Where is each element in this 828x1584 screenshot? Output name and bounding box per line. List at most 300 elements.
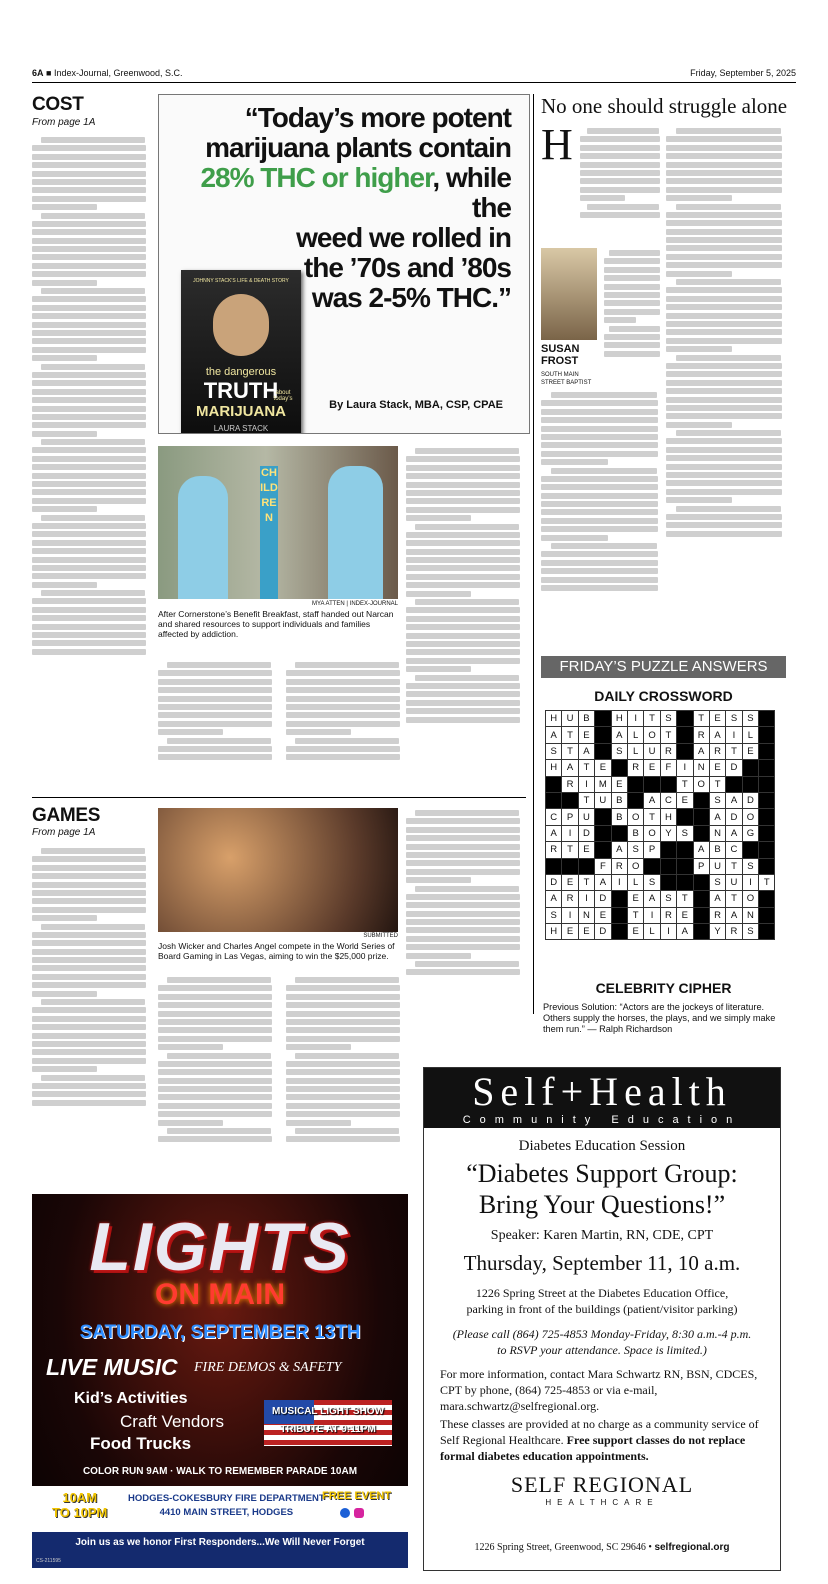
text-line <box>286 670 400 676</box>
crossword-letter-cell: T <box>759 874 775 890</box>
crossword-black-cell <box>677 727 693 743</box>
text-line <box>32 254 146 260</box>
text-line <box>41 999 145 1005</box>
text-line <box>32 473 146 479</box>
text-line <box>167 1128 271 1134</box>
crossword-letter-cell: E <box>709 711 725 727</box>
crossword-letter-cell: U <box>726 874 742 890</box>
crossword-black-cell <box>759 792 775 808</box>
cornerstone-credit: MYA ATTEN | INDEX-JOURNAL <box>311 601 398 607</box>
text-line <box>406 927 520 933</box>
text-line <box>32 882 146 888</box>
text-line <box>406 860 520 866</box>
crossword-letter-cell: E <box>677 907 693 923</box>
facebook-icon <box>340 1508 350 1518</box>
text-line <box>32 498 146 504</box>
text-line <box>666 380 782 386</box>
crossword-black-cell <box>759 825 775 841</box>
lights-on-main-ad <box>32 1194 408 1568</box>
crossword-letter-cell: T <box>578 760 594 776</box>
crossword-letter-cell: U <box>562 711 578 727</box>
text-line <box>580 178 660 184</box>
text-line <box>32 380 146 386</box>
crossword-letter-cell: I <box>660 924 676 940</box>
crossword-letter-cell: S <box>726 711 742 727</box>
text-line <box>286 1019 400 1025</box>
text-line <box>32 640 146 646</box>
text-line <box>406 649 520 655</box>
text-line <box>541 493 658 499</box>
crossword-letter-cell: R <box>660 743 676 759</box>
crossword-letter-cell: H <box>546 711 562 727</box>
text-line <box>666 170 782 176</box>
text-line <box>286 1027 400 1033</box>
crossword-letter-cell: R <box>693 727 709 743</box>
text-line <box>32 238 146 244</box>
crossword-black-cell <box>759 776 775 792</box>
text-line <box>32 523 146 529</box>
text-line <box>32 915 97 921</box>
text-line <box>32 338 146 344</box>
crossword-letter-cell: S <box>660 891 676 907</box>
text-line <box>32 162 146 168</box>
crossword-letter-cell: H <box>611 711 627 727</box>
text-line <box>32 204 97 210</box>
text-line <box>41 137 145 143</box>
text-line <box>551 468 657 474</box>
crossword-letter-cell: H <box>660 809 676 825</box>
person-right <box>328 466 383 599</box>
crossword-letter-cell: S <box>742 858 758 874</box>
text-line <box>286 754 400 760</box>
crossword-letter-cell: O <box>627 809 643 825</box>
text-line <box>286 712 400 718</box>
cost-body-col1 <box>32 135 150 790</box>
text-line <box>32 598 146 604</box>
text-line <box>32 406 146 412</box>
crossword-black-cell <box>595 727 611 743</box>
crossword-black-cell <box>611 891 627 907</box>
text-line <box>541 518 658 524</box>
text-line <box>666 229 782 235</box>
text-line <box>32 1049 146 1055</box>
crossword-letter-cell: E <box>595 907 611 923</box>
crossword-letter-cell: L <box>742 727 758 743</box>
crossword-black-cell <box>611 825 627 841</box>
crossword-letter-cell: I <box>578 776 594 792</box>
text-line <box>167 977 271 983</box>
crossword-letter-cell: Y <box>660 825 676 841</box>
text-line <box>32 263 146 269</box>
games-credit: SUBMITTED <box>363 933 398 939</box>
text-line <box>666 187 782 193</box>
text-line <box>158 1111 272 1117</box>
text-line <box>666 178 782 184</box>
text-line <box>32 573 146 579</box>
text-line <box>32 1041 146 1047</box>
text-line <box>666 254 782 260</box>
crossword-letter-cell: T <box>644 809 660 825</box>
self-health-ad <box>423 1067 781 1571</box>
food-trucks: Food Trucks <box>90 1434 192 1453</box>
text-line <box>286 1086 400 1092</box>
crossword-letter-cell: E <box>562 924 578 940</box>
section-divider <box>32 797 526 798</box>
crossword-letter-cell: I <box>627 711 643 727</box>
crossword-letter-cell: E <box>709 760 725 776</box>
games-body-col4 <box>406 808 524 1018</box>
text-line <box>32 1058 146 1064</box>
text-line <box>158 754 272 760</box>
free-event: FREE EVENT <box>322 1490 392 1502</box>
crossword-letter-cell: I <box>677 760 693 776</box>
crossword-letter-cell: S <box>709 792 725 808</box>
text-line <box>32 965 146 971</box>
session-datetime: Thursday, September 11, 10 a.m. <box>463 1251 741 1275</box>
crossword-black-cell <box>742 842 758 858</box>
text-line <box>286 1111 400 1117</box>
text-line <box>286 1011 400 1017</box>
crossword-black-cell <box>611 924 627 940</box>
crossword-letter-cell: A <box>677 924 693 940</box>
crossword-letter-cell: B <box>611 809 627 825</box>
text-line <box>666 531 782 537</box>
crossword-letter-cell: R <box>562 776 578 792</box>
column-divider <box>533 94 534 1014</box>
text-line <box>609 250 660 256</box>
crossword-letter-cell: D <box>595 891 611 907</box>
games-body-col1 <box>32 846 150 1178</box>
crossword-black-cell <box>595 743 611 759</box>
crossword-letter-cell: A <box>611 842 627 858</box>
text-line <box>666 313 782 319</box>
text-line <box>580 162 660 168</box>
ad-byline: By Laura Stack, MBA, CSP, CPAE <box>329 399 503 411</box>
crossword-letter-cell: F <box>660 760 676 776</box>
text-line <box>415 886 519 892</box>
crossword-row <box>546 858 775 874</box>
crossword-black-cell <box>693 825 709 841</box>
text-line <box>406 666 471 672</box>
text-line <box>666 497 732 503</box>
crossword-letter-cell: R <box>627 760 643 776</box>
text-line <box>32 229 146 235</box>
games-kicker: GAMES <box>32 805 101 826</box>
crossword-black-cell <box>660 858 676 874</box>
text-line <box>158 696 272 702</box>
text-line <box>406 473 520 479</box>
crossword-row <box>546 727 775 743</box>
text-line <box>406 944 520 950</box>
crossword-letter-cell: A <box>562 760 578 776</box>
cornerstone-caption: After Cornerstone’s Benefit Breakfast, staff handed out Narcan and shared resources to support individuals and families affected by addiction. <box>158 609 394 639</box>
text-line <box>666 514 782 520</box>
column-dropcap: H <box>541 120 573 169</box>
crossword-letter-cell: A <box>726 907 742 923</box>
text-line <box>32 1016 146 1022</box>
text-line <box>32 991 97 997</box>
text-line <box>32 397 146 403</box>
crossword-letter-cell: D <box>578 825 594 841</box>
text-line <box>541 577 658 583</box>
text-line <box>406 532 520 538</box>
text-line <box>666 329 782 335</box>
text-line <box>609 326 660 332</box>
text-line <box>406 708 520 714</box>
crossword-black-cell <box>759 760 775 776</box>
crossword-letter-cell: C <box>546 809 562 825</box>
text-line <box>666 363 782 369</box>
text-line <box>158 670 272 676</box>
text-line <box>666 397 782 403</box>
crossword-letter-cell: E <box>578 842 594 858</box>
text-line <box>406 624 520 630</box>
crossword-letter-cell: A <box>546 727 562 743</box>
text-line <box>541 442 658 448</box>
text-line <box>676 506 782 512</box>
text-line <box>406 633 520 639</box>
text-line <box>158 1061 272 1067</box>
text-line <box>406 852 520 858</box>
crossword-letter-cell: D <box>726 760 742 776</box>
crossword-letter-cell: O <box>742 809 758 825</box>
text-line <box>604 342 660 348</box>
cost-body-col4 <box>406 446 524 792</box>
text-line <box>415 961 519 967</box>
text-line <box>415 448 519 454</box>
crossword-letter-cell: I <box>562 825 578 841</box>
crossword-letter-cell: E <box>627 891 643 907</box>
rsvp-info: (Please call (864) 725-4853 Monday-Friday, 8:30 a.m.-4 p.m. to RSVP your attendance. Space is limited.) <box>452 1327 752 1357</box>
column-body-beside-photo <box>604 248 662 388</box>
page-date: Friday, September 5, 2025 <box>690 68 796 78</box>
crossword-letter-cell: A <box>578 743 594 759</box>
crossword-letter-cell: R <box>709 907 725 923</box>
text-line <box>286 1120 351 1126</box>
crossword-black-cell <box>644 776 660 792</box>
text-line <box>32 624 146 630</box>
text-line <box>580 170 660 176</box>
crossword-black-cell <box>759 727 775 743</box>
text-line <box>406 607 520 613</box>
text-line <box>41 1075 145 1081</box>
crossword-letter-cell: S <box>677 825 693 841</box>
text-line <box>32 280 97 286</box>
text-line <box>32 1033 146 1039</box>
crossword-black-cell <box>726 776 742 792</box>
text-line <box>541 526 658 532</box>
crossword-black-cell <box>693 874 709 890</box>
text-line <box>666 287 782 293</box>
crossword-letter-cell: T <box>562 842 578 858</box>
lights-footer: Join us as we honor First Responders...We Will Never Forget <box>32 1532 408 1568</box>
crossword-letter-cell: E <box>578 924 594 940</box>
text-line <box>604 351 660 357</box>
crossword-letter-cell: T <box>627 907 643 923</box>
crossword-black-cell <box>627 792 643 808</box>
event-venue: HODGES-COKESBURY FIRE DEPARTMENT 4410 MAIN STREET, HODGES <box>128 1493 325 1518</box>
lights-title: LIGHTS <box>89 1209 351 1285</box>
live-music: LIVE MUSIC <box>46 1354 178 1380</box>
crossword-letter-cell: E <box>627 924 643 940</box>
text-line <box>286 1036 400 1042</box>
text-line <box>158 994 272 1000</box>
text-line <box>32 456 146 462</box>
text-line <box>541 568 658 574</box>
text-line <box>406 641 520 647</box>
crossword-letter-cell: A <box>693 743 709 759</box>
crossword-black-cell <box>546 776 562 792</box>
text-line <box>541 426 658 432</box>
crossword-black-cell <box>546 792 562 808</box>
text-line <box>406 490 520 496</box>
text-line <box>580 195 625 201</box>
self-health-logo: Self+Health <box>472 1069 732 1114</box>
crossword-row <box>546 825 775 841</box>
crossword-black-cell <box>759 907 775 923</box>
text-line <box>541 535 608 541</box>
text-line <box>158 1103 272 1109</box>
crossword-letter-cell: Y <box>709 924 725 940</box>
session-title: “Diabetes Support Group: Bring Your Questions!” <box>466 1159 738 1219</box>
crossword-letter-cell: O <box>742 891 758 907</box>
text-line <box>666 405 782 411</box>
crossword-letter-cell: U <box>578 809 594 825</box>
crossword-letter-cell: T <box>693 711 709 727</box>
crossword-letter-cell: T <box>709 776 725 792</box>
crossword-letter-cell: B <box>709 842 725 858</box>
text-line <box>32 856 146 862</box>
text-line <box>32 347 146 353</box>
crossword-letter-cell: I <box>726 727 742 743</box>
text-line <box>32 548 146 554</box>
crossword-letter-cell: T <box>677 776 693 792</box>
crossword-black-cell <box>595 825 611 841</box>
speaker: Speaker: Karen Martin, RN, CDE, CPT <box>490 1228 714 1243</box>
text-line <box>541 585 658 591</box>
crossword-black-cell <box>759 924 775 940</box>
games-caption: Josh Wicker and Charles Angel compete in the World Series of Board Gaming in Las Vegas, aiming to win the $25,000 prize. <box>158 941 395 961</box>
crossword-letter-cell: I <box>611 874 627 890</box>
on-main-title: ON MAIN <box>155 1278 285 1311</box>
text-line <box>666 195 732 201</box>
text-line <box>406 969 520 975</box>
text-line <box>32 1024 146 1030</box>
crossword-letter-cell: U <box>595 792 611 808</box>
text-line <box>32 313 146 319</box>
crossword-letter-cell: A <box>546 891 562 907</box>
text-line <box>406 902 520 908</box>
text-line <box>541 560 658 566</box>
text-line <box>676 128 782 134</box>
text-line <box>32 187 146 193</box>
crossword-letter-cell: T <box>562 727 578 743</box>
text-line <box>32 615 146 621</box>
crossword-letter-cell: I <box>562 907 578 923</box>
crossword-letter-cell: L <box>627 727 643 743</box>
community-education: Community Education <box>462 1114 742 1126</box>
crossword-letter-cell: A <box>709 727 725 743</box>
session-location: 1226 Spring Street at the Diabetes Education Office, parking in front of the buildings (patient/visitor parking) <box>466 1286 738 1316</box>
column-body-left <box>541 390 662 644</box>
crossword-letter-cell: D <box>726 809 742 825</box>
crossword-letter-cell: I <box>742 874 758 890</box>
text-line <box>666 321 782 327</box>
text-line <box>406 465 520 471</box>
crossword-letter-cell: B <box>611 792 627 808</box>
crossword-black-cell <box>759 809 775 825</box>
crossword-black-cell <box>677 874 693 890</box>
crossword-letter-cell: P <box>562 809 578 825</box>
crossword-black-cell <box>595 842 611 858</box>
text-line <box>158 746 272 752</box>
craft-vendors: Craft Vendors <box>120 1412 224 1431</box>
text-line <box>580 136 660 142</box>
text-line <box>32 481 146 487</box>
crossword-black-cell <box>693 891 709 907</box>
crossword-black-cell <box>677 842 693 858</box>
crossword-letter-cell: I <box>644 907 660 923</box>
text-line <box>286 985 400 991</box>
text-line <box>286 729 351 735</box>
crossword-letter-cell: L <box>627 874 643 890</box>
text-line <box>676 279 782 285</box>
crossword-black-cell <box>578 858 594 874</box>
text-line <box>541 509 658 515</box>
text-line <box>167 1053 271 1059</box>
text-line <box>32 557 146 563</box>
crossword-letter-cell: E <box>595 760 611 776</box>
text-line <box>406 540 520 546</box>
text-line <box>158 679 272 685</box>
text-line <box>41 590 145 596</box>
text-line <box>604 258 660 264</box>
text-line <box>32 271 146 277</box>
crossword-letter-cell: L <box>627 743 643 759</box>
ad-code: CS-211595 <box>36 1558 61 1564</box>
crossword-letter-cell: B <box>578 711 594 727</box>
crossword-letter-cell: G <box>742 825 758 841</box>
book-cover-photo <box>213 294 269 356</box>
text-line <box>32 414 146 420</box>
text-line <box>158 1011 272 1017</box>
text-line <box>406 582 520 588</box>
text-line <box>32 649 146 655</box>
text-line <box>666 237 782 243</box>
text-line <box>406 616 520 622</box>
crossword-letter-cell: A <box>693 842 709 858</box>
text-line <box>406 827 520 833</box>
text-line <box>406 507 520 513</box>
crossword-row <box>546 743 775 759</box>
text-line <box>286 1069 400 1075</box>
text-line <box>541 476 658 482</box>
light-show: MUSICAL LIGHT SHOW <box>271 1406 385 1417</box>
puzzle-banner: FRIDAY’S PUZZLE ANSWERS <box>541 656 786 678</box>
text-line <box>406 574 520 580</box>
text-line <box>406 549 520 555</box>
games-body-col2 <box>158 975 276 1185</box>
text-line <box>158 687 272 693</box>
author-photo <box>541 248 597 340</box>
text-line <box>32 1007 146 1013</box>
crossword-black-cell <box>562 792 578 808</box>
column-title: No one should struggle alone <box>541 94 788 118</box>
crossword-letter-cell: T <box>677 891 693 907</box>
crossword-letter-cell: E <box>562 874 578 890</box>
text-line <box>666 338 782 344</box>
text-line <box>286 679 400 685</box>
